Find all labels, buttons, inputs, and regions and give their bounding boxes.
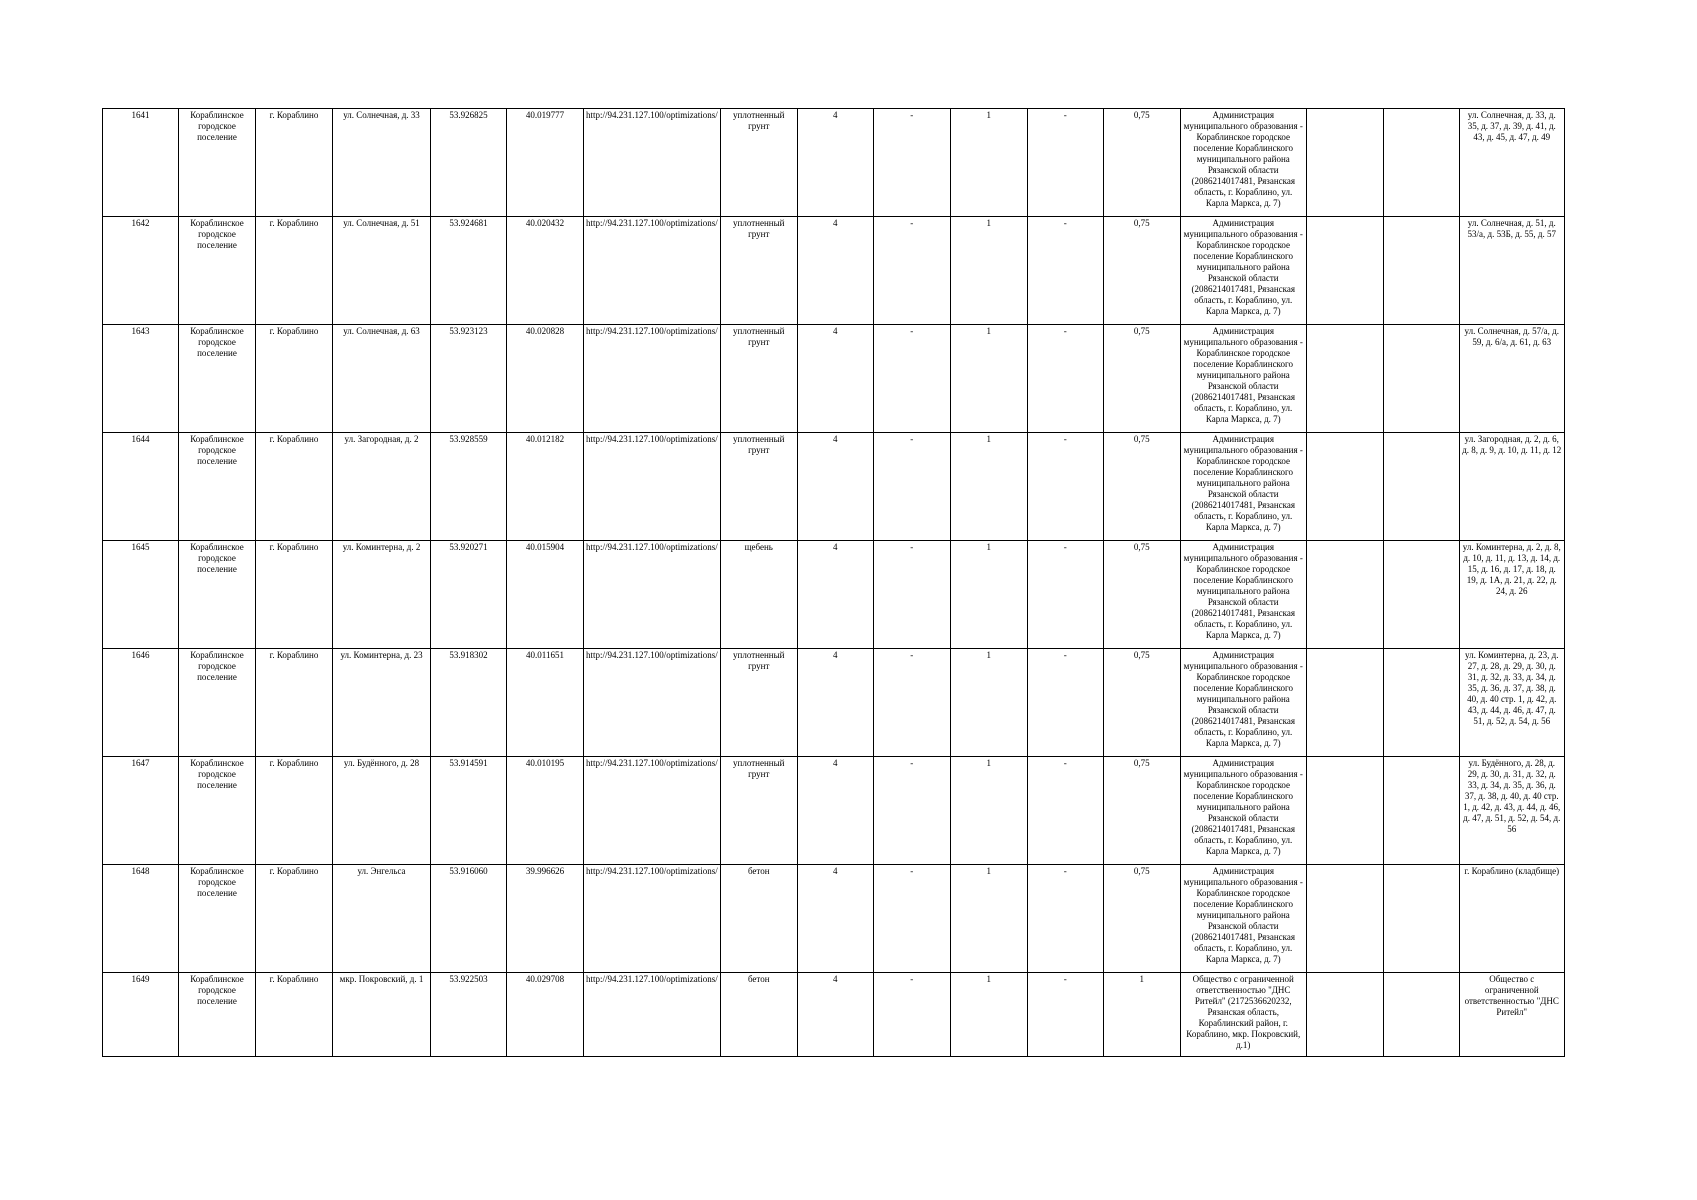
container-count-cell: 1 bbox=[950, 433, 1027, 541]
city-cell: г. Кораблино bbox=[256, 649, 333, 757]
table-row bbox=[103, 541, 1565, 649]
planned-count-cell: - bbox=[1027, 865, 1103, 973]
empty-cell bbox=[1383, 541, 1459, 649]
address-cell: ул. Солнечная, д. 33 bbox=[333, 109, 431, 217]
cover-cell: - bbox=[873, 973, 950, 1057]
cover-cell: - bbox=[873, 865, 950, 973]
latitude-cell: 53.914591 bbox=[431, 757, 507, 865]
table-row bbox=[103, 757, 1565, 865]
planned-count-cell: - bbox=[1027, 973, 1103, 1057]
latitude-cell: 53.918302 bbox=[431, 649, 507, 757]
row-number: 1641 bbox=[103, 109, 179, 217]
longitude-cell: 40.020828 bbox=[507, 325, 584, 433]
owner-cell: Администрация муниципального образования - Кораблинское городское поселение Кораблинского муниципального района Рязанской области (2086214017481, Рязанская область, г. Кораблино, ул. Карла Маркса, д. 7) bbox=[1180, 217, 1306, 325]
owner-cell: Администрация муниципального образования - Кораблинское городское поселение Кораблинского муниципального района Рязанской области (2086214017481, Рязанская область, г. Кораблино, ул. Карла Маркса, д. 7) bbox=[1180, 757, 1306, 865]
cover-cell: - bbox=[873, 217, 950, 325]
served-objects-cell: ул. Загородная, д. 2, д. 6, д. 8, д. 9, д. 10, д. 11, д. 12 bbox=[1459, 433, 1564, 541]
latitude-cell: 53.926825 bbox=[431, 109, 507, 217]
row-number: 1643 bbox=[103, 325, 179, 433]
map-link-cell: http://94.231.127.100/optimizations/ bbox=[584, 973, 721, 1057]
settlement-cell: Кораблинское городское поселение bbox=[179, 649, 256, 757]
longitude-cell: 39.996626 bbox=[507, 865, 584, 973]
area-cell: 4 bbox=[797, 325, 873, 433]
served-objects-cell: Общество с ограниченной ответственностью "ДНС Ритейл" bbox=[1459, 973, 1564, 1057]
row-number: 1648 bbox=[103, 865, 179, 973]
empty-cell bbox=[1383, 649, 1459, 757]
empty-cell bbox=[1306, 325, 1383, 433]
settlement-cell: Кораблинское городское поселение bbox=[179, 541, 256, 649]
city-cell: г. Кораблино bbox=[256, 109, 333, 217]
container-count-cell: 1 bbox=[950, 757, 1027, 865]
volume-cell: 0,75 bbox=[1103, 757, 1180, 865]
surface-cell: уплотненный грунт bbox=[720, 325, 797, 433]
served-objects-cell: ул. Солнечная, д. 57/а, д. 59, д. 6/а, д. 61, д. 63 bbox=[1459, 325, 1564, 433]
cover-cell: - bbox=[873, 649, 950, 757]
owner-cell: Администрация муниципального образования - Кораблинское городское поселение Кораблинского муниципального района Рязанской области (2086214017481, Рязанская область, г. Кораблино, ул. Карла Маркса, д. 7) bbox=[1180, 433, 1306, 541]
container-count-cell: 1 bbox=[950, 541, 1027, 649]
surface-cell: щебень bbox=[720, 541, 797, 649]
city-cell: г. Кораблино bbox=[256, 217, 333, 325]
volume-cell: 1 bbox=[1103, 973, 1180, 1057]
owner-cell: Администрация муниципального образования - Кораблинское городское поселение Кораблинского муниципального района Рязанской области (2086214017481, Рязанская область, г. Кораблино, ул. Карла Маркса, д. 7) bbox=[1180, 109, 1306, 217]
row-number: 1644 bbox=[103, 433, 179, 541]
map-link-cell: http://94.231.127.100/optimizations/ bbox=[584, 757, 721, 865]
container-count-cell: 1 bbox=[950, 109, 1027, 217]
settlement-cell: Кораблинское городское поселение bbox=[179, 865, 256, 973]
empty-cell bbox=[1383, 325, 1459, 433]
area-cell: 4 bbox=[797, 109, 873, 217]
area-cell: 4 bbox=[797, 217, 873, 325]
owner-cell: Администрация муниципального образования - Кораблинское городское поселение Кораблинского муниципального района Рязанской области (2086214017481, Рязанская область, г. Кораблино, ул. Карла Маркса, д. 7) bbox=[1180, 541, 1306, 649]
container-count-cell: 1 bbox=[950, 325, 1027, 433]
map-link-cell: http://94.231.127.100/optimizations/ bbox=[584, 217, 721, 325]
empty-cell bbox=[1306, 865, 1383, 973]
planned-count-cell: - bbox=[1027, 217, 1103, 325]
container-count-cell: 1 bbox=[950, 865, 1027, 973]
city-cell: г. Кораблино bbox=[256, 541, 333, 649]
empty-cell bbox=[1383, 865, 1459, 973]
longitude-cell: 40.012182 bbox=[507, 433, 584, 541]
served-objects-cell: г. Кораблино (кладбище) bbox=[1459, 865, 1564, 973]
surface-cell: уплотненный грунт bbox=[720, 433, 797, 541]
containers-table bbox=[102, 108, 1565, 1057]
served-objects-cell: ул. Солнечная, д. 33, д. 35, д. 37, д. 39, д. 41, д. 43, д. 45, д. 47, д. 49 bbox=[1459, 109, 1564, 217]
planned-count-cell: - bbox=[1027, 325, 1103, 433]
volume-cell: 0,75 bbox=[1103, 217, 1180, 325]
settlement-cell: Кораблинское городское поселение bbox=[179, 433, 256, 541]
table-row bbox=[103, 217, 1565, 325]
planned-count-cell: - bbox=[1027, 109, 1103, 217]
latitude-cell: 53.920271 bbox=[431, 541, 507, 649]
empty-cell bbox=[1306, 757, 1383, 865]
address-cell: мкр. Покровский, д. 1 bbox=[333, 973, 431, 1057]
longitude-cell: 40.029708 bbox=[507, 973, 584, 1057]
latitude-cell: 53.923123 bbox=[431, 325, 507, 433]
area-cell: 4 bbox=[797, 865, 873, 973]
surface-cell: уплотненный грунт bbox=[720, 757, 797, 865]
latitude-cell: 53.924681 bbox=[431, 217, 507, 325]
empty-cell bbox=[1306, 433, 1383, 541]
empty-cell bbox=[1306, 541, 1383, 649]
planned-count-cell: - bbox=[1027, 433, 1103, 541]
row-number: 1642 bbox=[103, 217, 179, 325]
planned-count-cell: - bbox=[1027, 541, 1103, 649]
address-cell: ул. Коминтерна, д. 23 bbox=[333, 649, 431, 757]
map-link-cell: http://94.231.127.100/optimizations/ bbox=[584, 325, 721, 433]
city-cell: г. Кораблино bbox=[256, 865, 333, 973]
table-row bbox=[103, 433, 1565, 541]
container-count-cell: 1 bbox=[950, 217, 1027, 325]
address-cell: ул. Загородная, д. 2 bbox=[333, 433, 431, 541]
empty-cell bbox=[1306, 109, 1383, 217]
served-objects-cell: ул. Будённого, д. 28, д. 29, д. 30, д. 31, д. 32, д. 33, д. 34, д. 35, д. 36, д. 37, д. 38, д. 40, д. 40 стр. 1, д. 42, д. 43, д. 44, д. 46, д. 47, д. 51, д. 52, д. 54, д. 56 bbox=[1459, 757, 1564, 865]
empty-cell bbox=[1306, 973, 1383, 1057]
cover-cell: - bbox=[873, 433, 950, 541]
volume-cell: 0,75 bbox=[1103, 109, 1180, 217]
map-link-cell: http://94.231.127.100/optimizations/ bbox=[584, 865, 721, 973]
longitude-cell: 40.020432 bbox=[507, 217, 584, 325]
volume-cell: 0,75 bbox=[1103, 649, 1180, 757]
served-objects-cell: ул. Коминтерна, д. 23, д. 27, д. 28, д. 29, д. 30, д. 31, д. 32, д. 33, д. 34, д. 35, д. 36, д. 37, д. 38, д. 40, д. 40 стр. 1, д. 42, д. 43, д. 44, д. 46, д. 47, д. 51, д. 52, д. 54, д. 56 bbox=[1459, 649, 1564, 757]
area-cell: 4 bbox=[797, 541, 873, 649]
served-objects-cell: ул. Коминтерна, д. 2, д. 8, д. 10, д. 11, д. 13, д. 14, д. 15, д. 16, д. 17, д. 18, д. 19, д. 1А, д. 21, д. 22, д. 24, д. 26 bbox=[1459, 541, 1564, 649]
volume-cell: 0,75 bbox=[1103, 865, 1180, 973]
cover-cell: - bbox=[873, 757, 950, 865]
settlement-cell: Кораблинское городское поселение bbox=[179, 109, 256, 217]
city-cell: г. Кораблино bbox=[256, 325, 333, 433]
volume-cell: 0,75 bbox=[1103, 325, 1180, 433]
owner-cell: Администрация муниципального образования - Кораблинское городское поселение Кораблинского муниципального района Рязанской области (2086214017481, Рязанская область, г. Кораблино, ул. Карла Маркса, д. 7) bbox=[1180, 865, 1306, 973]
table-row bbox=[103, 649, 1565, 757]
surface-cell: уплотненный грунт bbox=[720, 649, 797, 757]
area-cell: 4 bbox=[797, 757, 873, 865]
empty-cell bbox=[1383, 973, 1459, 1057]
map-link-cell: http://94.231.127.100/optimizations/ bbox=[584, 109, 721, 217]
row-number: 1646 bbox=[103, 649, 179, 757]
longitude-cell: 40.015904 bbox=[507, 541, 584, 649]
surface-cell: уплотненный грунт bbox=[720, 217, 797, 325]
address-cell: ул. Энгельса bbox=[333, 865, 431, 973]
longitude-cell: 40.019777 bbox=[507, 109, 584, 217]
address-cell: ул. Солнечная, д. 63 bbox=[333, 325, 431, 433]
cover-cell: - bbox=[873, 325, 950, 433]
owner-cell: Общество с ограниченной ответственностью "ДНС Ритейл" (2172536620232, Рязанская область, Кораблинский район, г. Кораблино, мкр. Покровский, д.1) bbox=[1180, 973, 1306, 1057]
area-cell: 4 bbox=[797, 973, 873, 1057]
planned-count-cell: - bbox=[1027, 649, 1103, 757]
surface-cell: бетон bbox=[720, 865, 797, 973]
empty-cell bbox=[1383, 433, 1459, 541]
settlement-cell: Кораблинское городское поселение bbox=[179, 757, 256, 865]
address-cell: ул. Будённого, д. 28 bbox=[333, 757, 431, 865]
table-row bbox=[103, 973, 1565, 1057]
planned-count-cell: - bbox=[1027, 757, 1103, 865]
served-objects-cell: ул. Солнечная, д. 51, д. 53/а, д. 53Б, д. 55, д. 57 bbox=[1459, 217, 1564, 325]
row-number: 1645 bbox=[103, 541, 179, 649]
latitude-cell: 53.922503 bbox=[431, 973, 507, 1057]
city-cell: г. Кораблино bbox=[256, 973, 333, 1057]
longitude-cell: 40.011651 bbox=[507, 649, 584, 757]
cover-cell: - bbox=[873, 541, 950, 649]
table-row bbox=[103, 865, 1565, 973]
row-number: 1647 bbox=[103, 757, 179, 865]
empty-cell bbox=[1383, 217, 1459, 325]
settlement-cell: Кораблинское городское поселение bbox=[179, 217, 256, 325]
container-count-cell: 1 bbox=[950, 973, 1027, 1057]
city-cell: г. Кораблино bbox=[256, 433, 333, 541]
settlement-cell: Кораблинское городское поселение bbox=[179, 973, 256, 1057]
address-cell: ул. Солнечная, д. 51 bbox=[333, 217, 431, 325]
latitude-cell: 53.916060 bbox=[431, 865, 507, 973]
map-link-cell: http://94.231.127.100/optimizations/ bbox=[584, 649, 721, 757]
table-row bbox=[103, 325, 1565, 433]
cover-cell: - bbox=[873, 109, 950, 217]
map-link-cell: http://94.231.127.100/optimizations/ bbox=[584, 433, 721, 541]
owner-cell: Администрация муниципального образования - Кораблинское городское поселение Кораблинского муниципального района Рязанской области (2086214017481, Рязанская область, г. Кораблино, ул. Карла Маркса, д. 7) bbox=[1180, 325, 1306, 433]
row-number: 1649 bbox=[103, 973, 179, 1057]
empty-cell bbox=[1383, 109, 1459, 217]
latitude-cell: 53.928559 bbox=[431, 433, 507, 541]
city-cell: г. Кораблино bbox=[256, 757, 333, 865]
empty-cell bbox=[1306, 217, 1383, 325]
surface-cell: бетон bbox=[720, 973, 797, 1057]
surface-cell: уплотненный грунт bbox=[720, 109, 797, 217]
container-count-cell: 1 bbox=[950, 649, 1027, 757]
map-link-cell: http://94.231.127.100/optimizations/ bbox=[584, 541, 721, 649]
settlement-cell: Кораблинское городское поселение bbox=[179, 325, 256, 433]
address-cell: ул. Коминтерна, д. 2 bbox=[333, 541, 431, 649]
area-cell: 4 bbox=[797, 433, 873, 541]
volume-cell: 0,75 bbox=[1103, 541, 1180, 649]
empty-cell bbox=[1383, 757, 1459, 865]
table-row bbox=[103, 109, 1565, 217]
volume-cell: 0,75 bbox=[1103, 433, 1180, 541]
area-cell: 4 bbox=[797, 649, 873, 757]
owner-cell: Администрация муниципального образования - Кораблинское городское поселение Кораблинского муниципального района Рязанской области (2086214017481, Рязанская область, г. Кораблино, ул. Карла Маркса, д. 7) bbox=[1180, 649, 1306, 757]
longitude-cell: 40.010195 bbox=[507, 757, 584, 865]
empty-cell bbox=[1306, 649, 1383, 757]
